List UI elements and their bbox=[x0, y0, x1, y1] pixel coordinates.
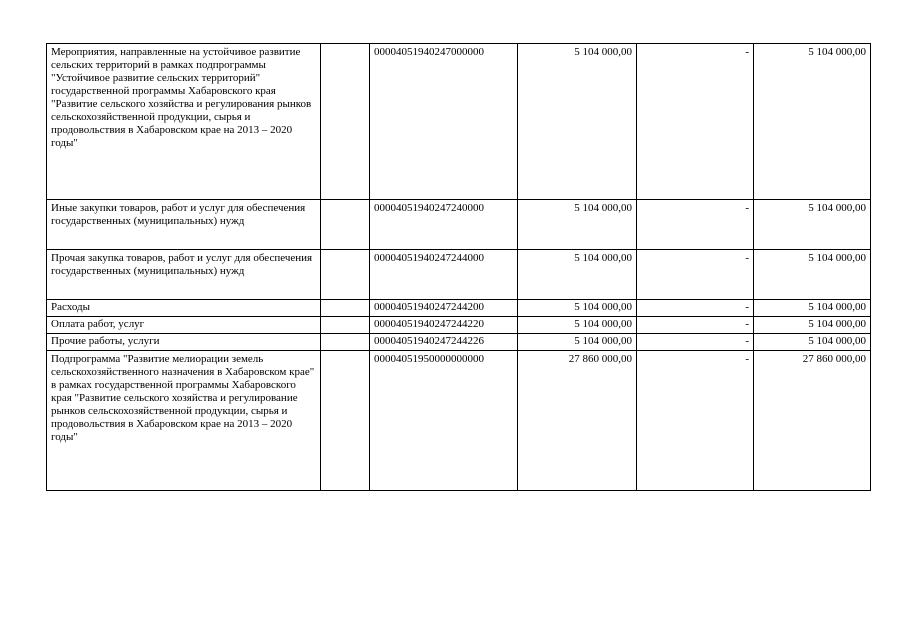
table-row bbox=[47, 250, 871, 300]
row-extra bbox=[321, 44, 370, 200]
row-name: Прочие работы, услуги bbox=[47, 334, 321, 351]
row-code: 00004051950000000000 bbox=[370, 351, 518, 491]
row-code: 00004051940247244220 bbox=[370, 317, 518, 334]
row-plan: 5 104 000,00 bbox=[518, 44, 637, 200]
row-executed: - bbox=[637, 300, 754, 317]
table-row bbox=[47, 334, 871, 351]
row-executed: - bbox=[637, 334, 754, 351]
row-remaining: 5 104 000,00 bbox=[754, 300, 871, 317]
row-plan: 5 104 000,00 bbox=[518, 200, 637, 250]
table-row bbox=[47, 317, 871, 334]
budget-table bbox=[46, 43, 871, 491]
row-extra bbox=[321, 200, 370, 250]
row-plan: 27 860 000,00 bbox=[518, 351, 637, 491]
table-row bbox=[47, 351, 871, 491]
row-plan: 5 104 000,00 bbox=[518, 300, 637, 317]
row-code: 00004051940247244226 bbox=[370, 334, 518, 351]
row-remaining: 5 104 000,00 bbox=[754, 334, 871, 351]
row-name: Оплата работ, услуг bbox=[47, 317, 321, 334]
row-plan: 5 104 000,00 bbox=[518, 334, 637, 351]
row-executed: - bbox=[637, 44, 754, 200]
row-name: Подпрограмма "Развитие мелиорации земель сельскохозяйственного назначения в Хабаровском крае" в рамках государственной программы Хабаровского края "Развитие сельского хозяйства и регулирование рынков сельскохозяйственной продукции, сырья и продовольствия в Хабаровском крае на 2013 – 2020 годы" bbox=[47, 351, 321, 491]
row-executed: - bbox=[637, 317, 754, 334]
row-extra bbox=[321, 334, 370, 351]
row-remaining: 5 104 000,00 bbox=[754, 44, 871, 200]
row-plan: 5 104 000,00 bbox=[518, 250, 637, 300]
row-extra bbox=[321, 250, 370, 300]
row-code: 00004051940247244000 bbox=[370, 250, 518, 300]
row-extra bbox=[321, 300, 370, 317]
row-remaining: 5 104 000,00 bbox=[754, 200, 871, 250]
row-code: 00004051940247000000 bbox=[370, 44, 518, 200]
table-row bbox=[47, 200, 871, 250]
row-name: Расходы bbox=[47, 300, 321, 317]
row-code: 00004051940247240000 bbox=[370, 200, 518, 250]
row-extra bbox=[321, 317, 370, 334]
row-plan: 5 104 000,00 bbox=[518, 317, 637, 334]
row-name: Мероприятия, направленные на устойчивое развитие сельских территорий в рамках подпрограммы "Устойчивое развитие сельских территорий" государственной программы Хабаровского края "Развитие сельского хозяйства и регулирования рынков сельскохозяйственной продукции, сырья и продовольствия в Хабаровском крае на 2013 – 2020 годы" bbox=[47, 44, 321, 200]
row-executed: - bbox=[637, 250, 754, 300]
row-executed: - bbox=[637, 200, 754, 250]
row-extra bbox=[321, 351, 370, 491]
row-name: Прочая закупка товаров, работ и услуг для обеспечения государственных (муниципальных) нужд bbox=[47, 250, 321, 300]
row-remaining: 5 104 000,00 bbox=[754, 250, 871, 300]
table-row bbox=[47, 44, 871, 200]
row-remaining: 5 104 000,00 bbox=[754, 317, 871, 334]
row-code: 00004051940247244200 bbox=[370, 300, 518, 317]
table-row bbox=[47, 300, 871, 317]
row-name: Иные закупки товаров, работ и услуг для обеспечения государственных (муниципальных) нужд bbox=[47, 200, 321, 250]
row-executed: - bbox=[637, 351, 754, 491]
row-remaining: 27 860 000,00 bbox=[754, 351, 871, 491]
